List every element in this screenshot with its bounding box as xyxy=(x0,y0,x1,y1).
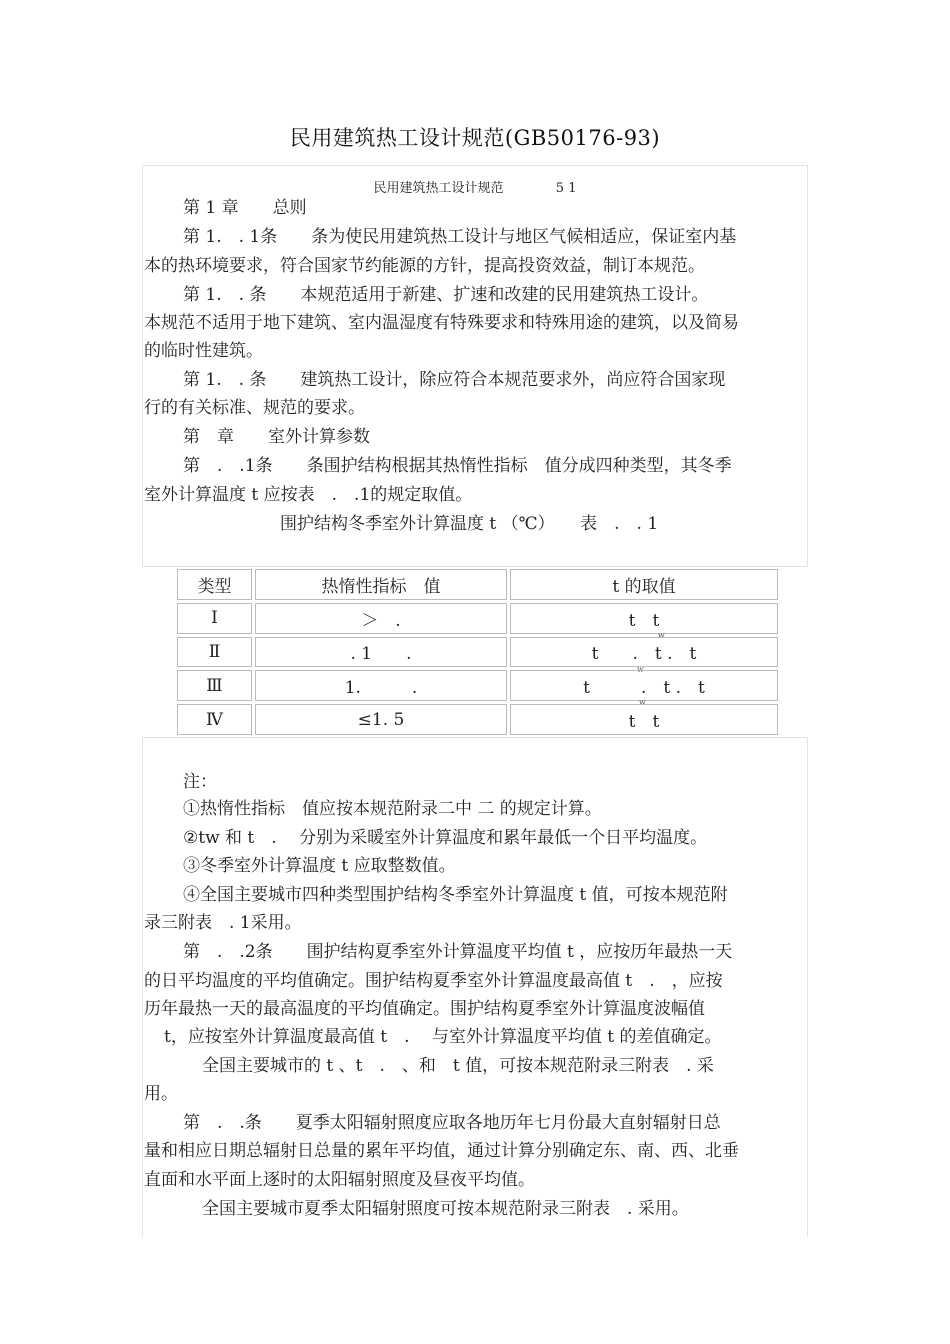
table-cell-type: Ⅱ xyxy=(177,637,252,668)
table-cell-index: 1. . xyxy=(255,670,507,701)
table-header-row xyxy=(177,569,778,600)
chapter-1-heading: 第 1 章 总则 xyxy=(183,198,307,218)
cell-value-text: t . t . t xyxy=(583,678,705,699)
table-caption: 围护结构冬季室外计算温度 t （℃） 表 . . 1 xyxy=(280,514,659,534)
table-cell-value: t t xyxy=(510,704,778,735)
subscript-mark: w xyxy=(639,698,646,708)
subscript-mark: w xyxy=(658,630,665,640)
note-1: ①热惰性指标 值应按本规范附录二中 二 的规定计算。 xyxy=(183,799,602,819)
clause-1-1-line1: 第 1. . 1条 条为使民用建筑热工设计与地区气候相适应，保证室内基 xyxy=(183,227,737,247)
chapter-2-heading: 第 章 室外计算参数 xyxy=(183,427,370,447)
table-row xyxy=(177,670,778,701)
note-4-line2: 录三附表 . 1采用。 xyxy=(144,913,302,933)
clause-2-3-line3: 直面和水平面上逐时的太阳辐射照度及昼夜平均值。 xyxy=(144,1170,535,1190)
table-header-cell: 热惰性指标 值 xyxy=(255,569,507,600)
table-row xyxy=(177,637,778,668)
note-4-line1: ④全国主要城市四种类型围护结构冬季室外计算温度 t 值，可按本规范附 xyxy=(183,885,728,905)
clause-2-2-line6: 用。 xyxy=(144,1084,178,1104)
cell-value-text: t t xyxy=(628,610,660,631)
table-header-cell: t 的取值 xyxy=(510,569,778,600)
notes-label: 注： xyxy=(183,772,217,792)
table-cell-value xyxy=(510,603,778,640)
table-cell-value xyxy=(510,670,778,708)
table-cell-value xyxy=(510,637,778,674)
temperature-table xyxy=(174,566,781,738)
document-title: 民用建筑热工设计规范(GB50176-93) xyxy=(289,126,661,150)
table-cell-index: ≤1. 5 xyxy=(255,704,507,735)
clause-2-2-line5: 全国主要城市的 t 、t . 、和 t 值，可按本规范附录三附表 . 采 xyxy=(202,1056,714,1076)
clause-2-1-line1: 第 . .1条 条围护结构根据其热惰性指标 值分成四种类型，其冬季 xyxy=(183,456,732,476)
table-cell-index: . 1 . xyxy=(255,637,507,668)
running-header xyxy=(0,178,950,200)
header-text: 民用建筑热工设计规范 xyxy=(373,181,504,196)
table-cell-type: Ⅲ xyxy=(177,670,252,701)
cell-value-text: t . t . t xyxy=(591,644,697,665)
clause-2-2-line1: 第 . .2条 围护结构夏季室外计算温度平均值 t ，应按历年最热一天 xyxy=(183,942,733,962)
clause-1-2-line1: 第 1. . 条 本规范适用于新建、扩速和改建的民用建筑热工设计。 xyxy=(183,285,709,305)
clause-2-2-line4: t，应按室外计算温度最高值 t . 与室外计算温度平均值 t 的差值确定。 xyxy=(164,1027,722,1047)
clause-1-1-line2: 本的热环境要求，符合国家节约能源的方针，提高投资效益，制订本规范。 xyxy=(144,256,705,276)
clause-2-1-line2: 室外计算温度 t 应按表 . .1的规定取值。 xyxy=(144,485,473,505)
table-cell-type: Ⅰ xyxy=(177,603,252,634)
note-2: ②tw 和 t . 分别为采暖室外计算温度和累年最低一个日平均温度。 xyxy=(183,828,708,848)
subscript-mark: w xyxy=(637,664,644,674)
table-cell-type: Ⅳ xyxy=(177,704,252,735)
clause-1-2-line2: 本规范不适用于地下建筑、室内温湿度有特殊要求和特殊用途的建筑，以及简易 xyxy=(144,313,739,333)
clause-1-3-line2: 行的有关标准、规范的要求。 xyxy=(144,398,365,418)
clause-2-3-line4: 全国主要城市夏季太阳辐射照度可按本规范附录三附表 . 采用。 xyxy=(202,1199,689,1219)
clause-2-2-line2: 的日平均温度的平均值确定。围护结构夏季室外计算温度最高值 t . ，应按 xyxy=(144,971,723,991)
clause-2-3-line1: 第 . .条 夏季太阳辐射照度应取各地历年七月份最大直射辐射日总 xyxy=(183,1113,721,1133)
clause-2-2-line3: 历年最热一天的最高温度的平均值确定。围护结构夏季室外计算温度波幅值 xyxy=(144,999,705,1019)
table-cell-index: ＞ . xyxy=(255,603,507,634)
table-row xyxy=(177,704,778,735)
header-page-number: 5 1 xyxy=(555,181,577,196)
table-row xyxy=(177,603,778,634)
table-header-cell: 类型 xyxy=(177,569,252,600)
clause-1-3-line1: 第 1. . 条 建筑热工设计，除应符合本规范要求外，尚应符合国家现 xyxy=(183,370,726,390)
clause-2-3-line2: 量和相应日期总辐射日总量的累年平均值，通过计算分别确定东、南、西、北垂 xyxy=(144,1141,739,1161)
note-3: ③冬季室外计算温度 t 应取整数值。 xyxy=(183,856,456,876)
clause-1-2-line3: 的临时性建筑。 xyxy=(144,341,263,361)
